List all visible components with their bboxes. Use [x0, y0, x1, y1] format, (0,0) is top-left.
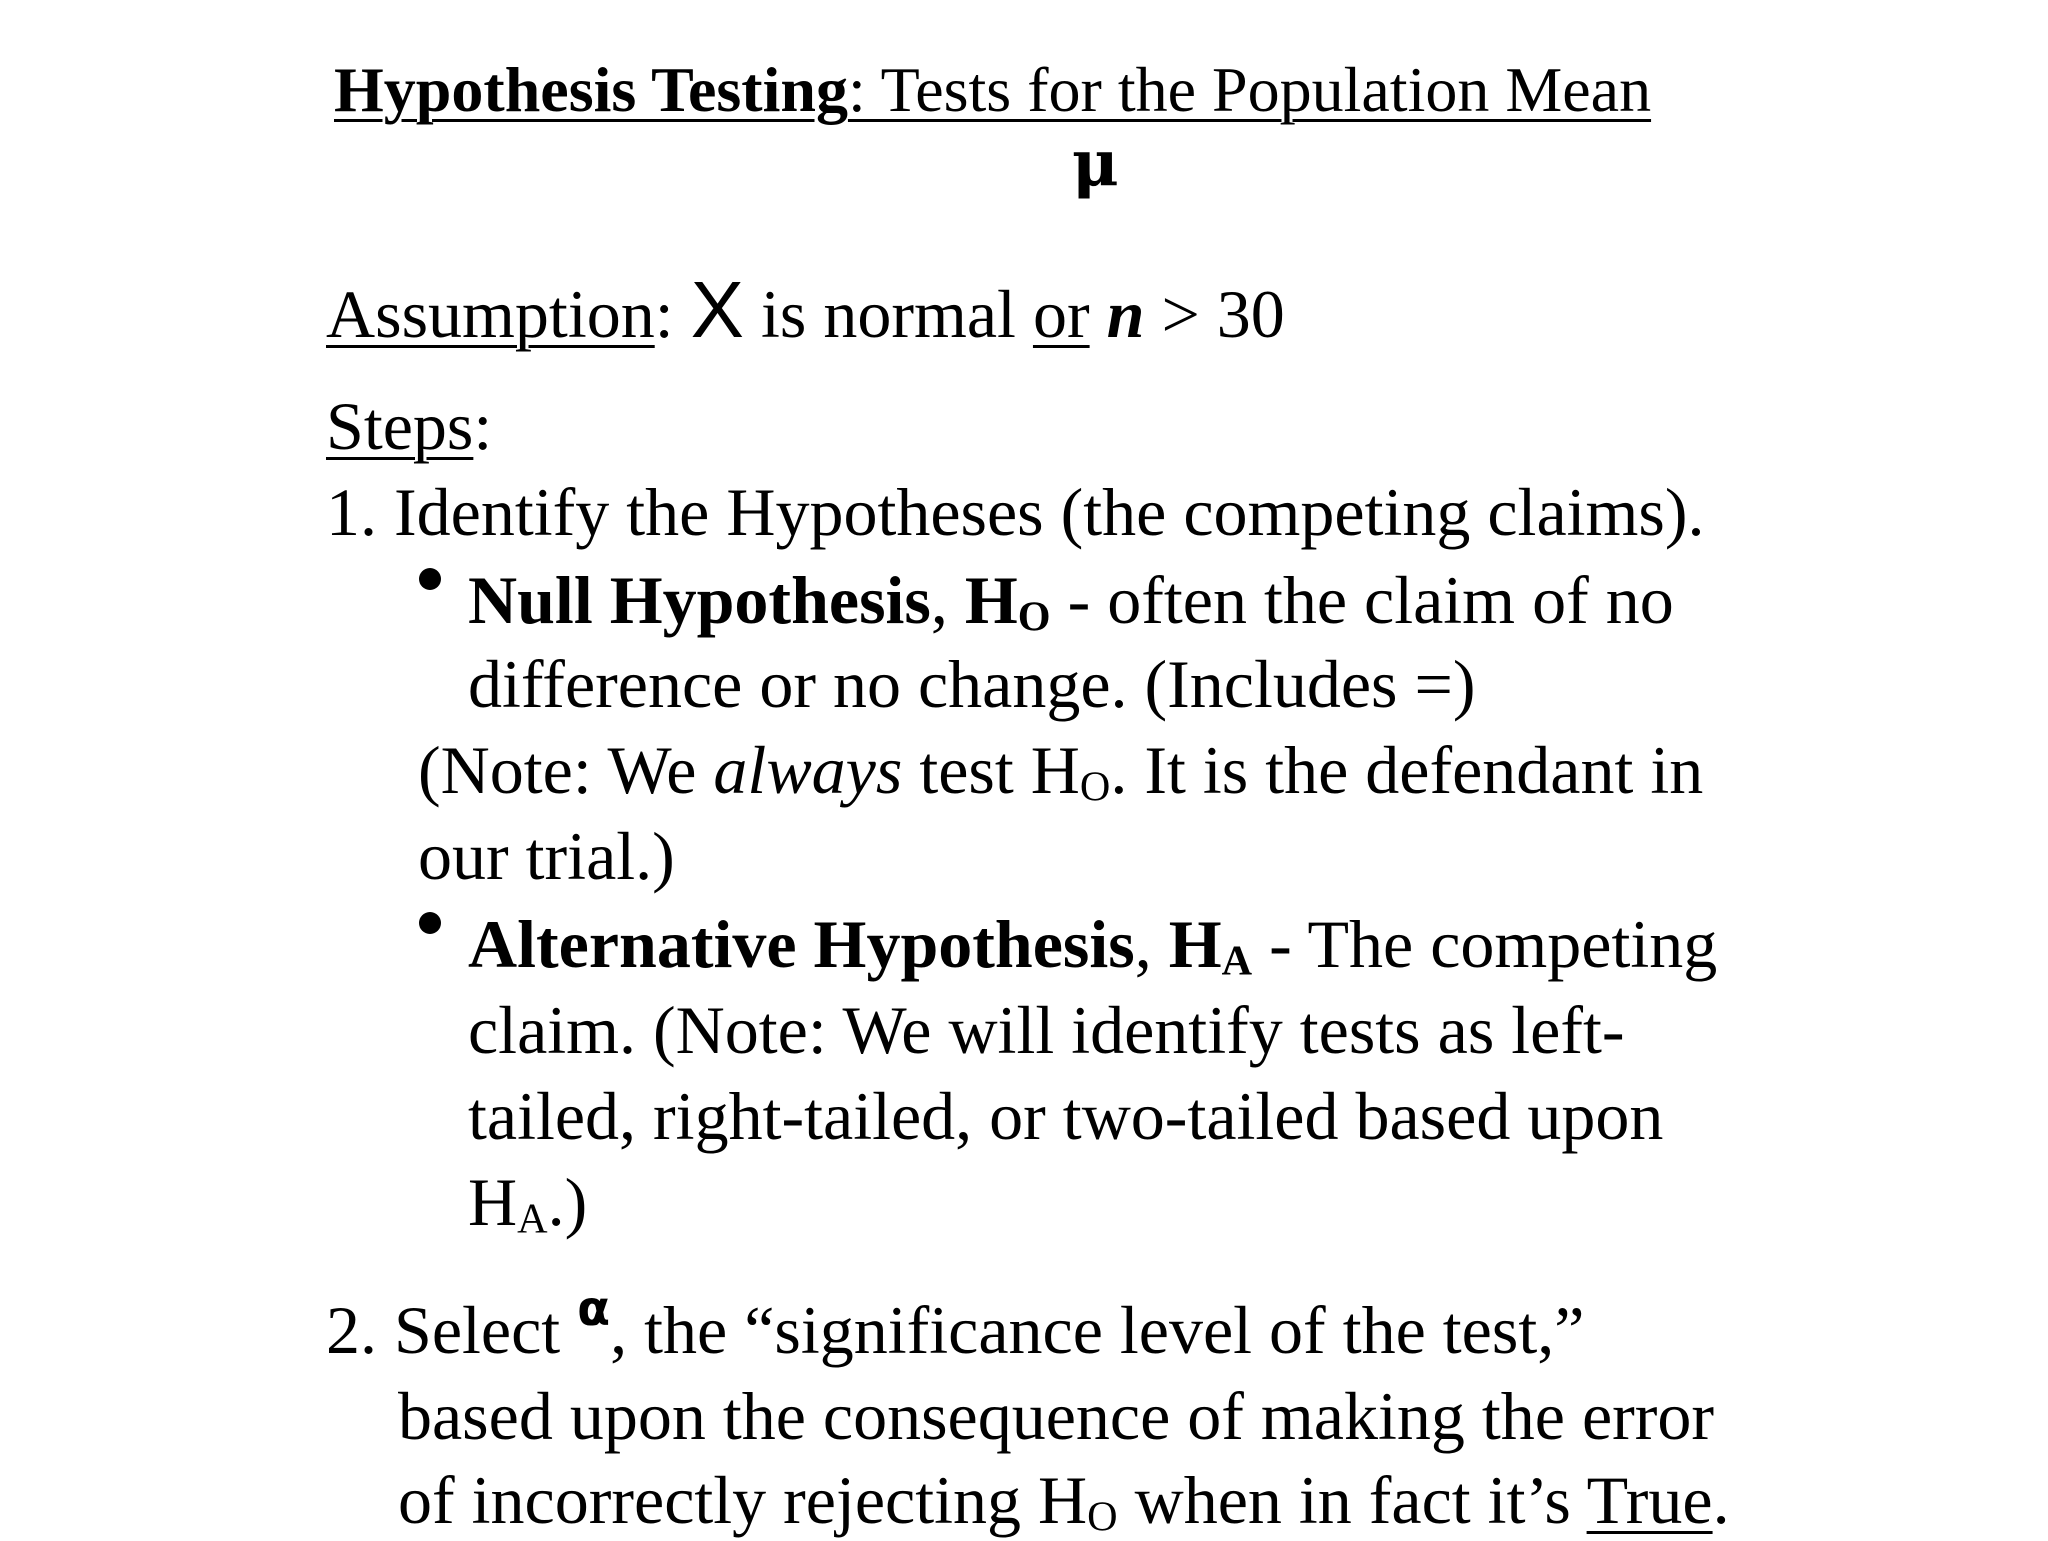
assumption-text2: > 30: [1144, 276, 1285, 352]
step2-line3-sub: O: [1087, 1493, 1118, 1541]
step2-line3-end: .: [1712, 1462, 1730, 1538]
page-title: [334, 54, 1652, 125]
alt-hypothesis-line1: [468, 906, 1718, 985]
variable-x: X: [690, 265, 744, 354]
alt-comma: ,: [1134, 906, 1169, 982]
step2-line2: based upon the consequence of making the error: [398, 1378, 1715, 1454]
bullet-alternative: [419, 912, 441, 934]
note-mid: test H: [902, 732, 1080, 808]
alt-hypothesis-line2: claim. (Note: We will identify tests as left-: [468, 992, 1625, 1068]
steps-heading: [326, 388, 493, 464]
assumption-colon: :: [654, 276, 674, 352]
note-sub: O: [1079, 763, 1111, 811]
note-pre: (Note: We: [418, 732, 714, 808]
alt-line4-post: .): [547, 1164, 588, 1240]
alt-h: H: [1168, 906, 1222, 982]
alt-hypothesis-line3: tailed, right-tailed, or two-tailed based upon: [468, 1078, 1664, 1154]
assumption-line: [326, 265, 1285, 354]
alt-label: Alternative Hypothesis: [468, 906, 1135, 982]
step2-post: , the “significance level of the test,”: [610, 1292, 1585, 1368]
alt-line4-sub: A: [517, 1195, 548, 1243]
note-always: always: [713, 732, 903, 808]
step2-line3: [398, 1462, 1730, 1541]
bullet-null: [419, 568, 441, 590]
null-rest: - often the claim of no: [1050, 562, 1674, 638]
null-h-sub: O: [1017, 593, 1051, 641]
step2-line3-pre: of incorrectly rejecting H: [398, 1462, 1088, 1538]
null-h: H: [964, 562, 1018, 638]
title-rest: : Tests for the Population Mean: [847, 54, 1652, 125]
assumption-text1: is normal: [743, 276, 1033, 352]
null-hypothesis-line2: difference or no change. (Includes =): [468, 646, 1476, 722]
step2-line1: [326, 1281, 1585, 1368]
alt-h-sub: A: [1221, 937, 1253, 985]
alpha-symbol: α: [577, 1281, 611, 1337]
alt-line4-h: H: [468, 1164, 518, 1240]
steps-label: Steps: [326, 388, 474, 464]
note-line2: our trial.): [418, 818, 675, 894]
variable-n: n: [1106, 276, 1145, 352]
assumption-label: Assumption: [326, 276, 655, 352]
steps-colon: :: [473, 388, 493, 464]
assumption-or: or: [1032, 276, 1090, 352]
mu-symbol: μ: [1072, 126, 1119, 201]
step1-line: 1. Identify the Hypotheses (the competing claims).: [326, 474, 1705, 550]
null-comma: ,: [930, 562, 965, 638]
null-label: Null Hypothesis: [468, 562, 931, 638]
note-post: . It is the defendant in: [1110, 732, 1704, 808]
title-bold: Hypothesis Testing: [334, 54, 848, 125]
step2-true: True: [1586, 1462, 1713, 1538]
null-hypothesis-line1: [468, 562, 1674, 641]
step2-line3-mid: when in fact it’s: [1117, 1462, 1587, 1538]
alt-hypothesis-line4: [468, 1164, 588, 1243]
step2-pre: 2. Select: [326, 1292, 578, 1368]
alt-rest: - The competing: [1252, 906, 1718, 982]
note-line1: [418, 732, 1704, 811]
